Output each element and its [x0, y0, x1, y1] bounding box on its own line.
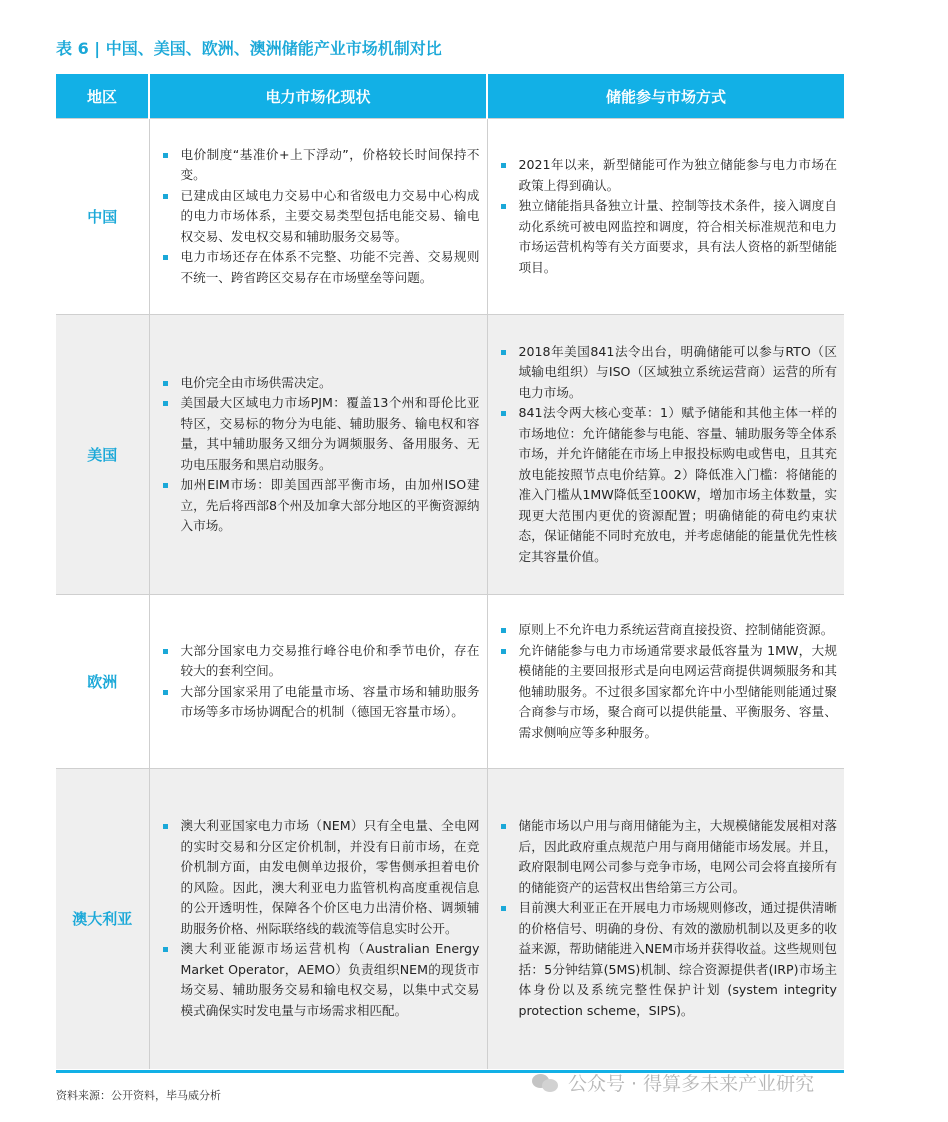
list-item: 已建成由区域电力交易中心和省级电力交易中心构成的电力市场体系，主要交易类型包括电能交易、输电权交易、发电权交易和辅助服务交易等。: [159, 186, 480, 248]
list-item: 澳大利亚国家电力市场（NEM）只有全电量、全电网的实时交易和分区定价机制，并没有日前市场，在竞价机制方面，由发电侧单边报价，零售侧承担着电价的风险。因此，澳大利亚电力监管机构高度重视信息的公开透明性，保障各个价区电力出清价格、调频辅助服务价格、州际联络线的载流等信息实时公开。: [159, 816, 480, 939]
storage-cell: [487, 595, 844, 769]
list-item: 大部分国家电力交易推行峰谷电价和季节电价，存在较大的套利空间。: [159, 641, 480, 682]
table-row: [56, 119, 844, 315]
list-item: 电价完全由市场供需决定。: [159, 373, 480, 394]
status-cell: [149, 769, 487, 1069]
list-item: 电价制度“基准价+上下浮动”，价格较长时间保持不变。: [159, 145, 480, 186]
header-market-status: 电力市场化现状: [149, 74, 487, 119]
region-cell: 欧洲: [56, 595, 149, 769]
header-region: 地区: [56, 74, 149, 119]
list-item: 独立储能指具备独立计量、控制等技术条件，接入调度自动化系统可被电网监控和调度，符合相关标准规范和电力市场运营机构等有关方面要求，具有法人资格的新型储能项目。: [497, 196, 838, 278]
list-item: 2018年美国841法令出台，明确储能可以参与RTO（区域输电组织）与ISO（区域独立系统运营商）运营的所有电力市场。: [497, 342, 838, 404]
list-item: 加州EIM市场：即美国西部平衡市场，由加州ISO建立，先后将西部8个州及加拿大部分地区的平衡资源纳入市场。: [159, 475, 480, 537]
storage-cell: [487, 119, 844, 315]
status-cell: [149, 595, 487, 769]
region-cell: 澳大利亚: [56, 769, 149, 1069]
table-row: [56, 769, 844, 1069]
storage-cell: [487, 769, 844, 1069]
list-item: 澳大利亚能源市场运营机构（Australian Energy Market Operator，AEMO）负责组织NEM的现货市场交易、辅助服务交易和输电权交易，以集中式交易模式确保实时发电量与市场需求相匹配。: [159, 939, 480, 1021]
list-item: 841法令两大核心变革：1）赋予储能和其他主体一样的市场地位：允许储能参与电能、容量、辅助服务等全体系市场，并允许储能在市场上申报投标购电或售电，且其充放电能按照节点电价结算。2）降低准入门槛：将储能的准入门槛从1MW降低至100KW，增加市场主体数量，实现更大范围内更优的资源配置；明确储能的荷电约束状态，保证储能不同时充放电，并考虑储能的能量优先性核定其容量价值。: [497, 403, 838, 567]
table-header-row: [56, 74, 844, 119]
list-item: 允许储能参与电力市场通常要求最低容量为 1MW，大规模储能的主要回报形式是向电网运营商提供调频服务和其他辅助服务。不过很多国家都允许中小型储能则能通过聚合商参与市场，聚合商可以提供能量、平衡服务、容量、需求侧响应等多种服务。: [497, 641, 838, 744]
source-note: 资料来源：公开资料，毕马威分析: [56, 1089, 221, 1102]
list-item: 电力市场还存在体系不完整、功能不完善、交易规则不统一、跨省跨区交易存在市场壁垒等问题。: [159, 247, 480, 288]
watermark-text: 公众号 · 得算多未来产业研究: [568, 1073, 815, 1095]
table-row: [56, 315, 844, 595]
region-cell: 中国: [56, 119, 149, 315]
list-item: 大部分国家采用了电能量市场、容量市场和辅助服务市场等多市场协调配合的机制（德国无容量市场）。: [159, 682, 480, 723]
list-item: 原则上不允许电力系统运营商直接投资、控制储能资源。: [497, 620, 838, 641]
comparison-table: [56, 74, 844, 1069]
table-row: [56, 595, 844, 769]
region-cell: 美国: [56, 315, 149, 595]
list-item: 美国最大区域电力市场PJM：覆盖13个州和哥伦比亚特区，交易标的物分为电能、辅助服务、输电权和容量，其中辅助服务又细分为调频服务、备用服务、无功电压服务和黑启动服务。: [159, 393, 480, 475]
header-storage-participation: 储能参与市场方式: [487, 74, 844, 119]
table-title: 表 6 | 中国、美国、欧洲、澳洲储能产业市场机制对比: [56, 39, 442, 58]
list-item: 储能市场以户用与商用储能为主，大规模储能发展相对落后，因此政府重点规范户用与商用储能市场发展。并且，政府限制电网公司参与竞争市场，电网公司会将直接所有的储能资产的运营权出售给第三方公司。: [497, 816, 838, 898]
status-cell: [149, 119, 487, 315]
status-cell: [149, 315, 487, 595]
storage-cell: [487, 315, 844, 595]
list-item: 2021年以来，新型储能可作为独立储能参与电力市场在政策上得到确认。: [497, 155, 838, 196]
list-item: 目前澳大利亚正在开展电力市场规则修改，通过提供清晰的价格信号、明确的身份、有效的激励机制以及更多的收益来源，帮助储能进入NEM市场并获得收益。这些规则包括：5分钟结算(5MS)机制、综合资源提供者(IRP)市场主体身份以及系统完整性保护计划 (system integrity protection scheme，SIPS)。: [497, 898, 838, 1021]
wechat-icon: [532, 1072, 560, 1094]
watermark: [532, 1069, 814, 1096]
